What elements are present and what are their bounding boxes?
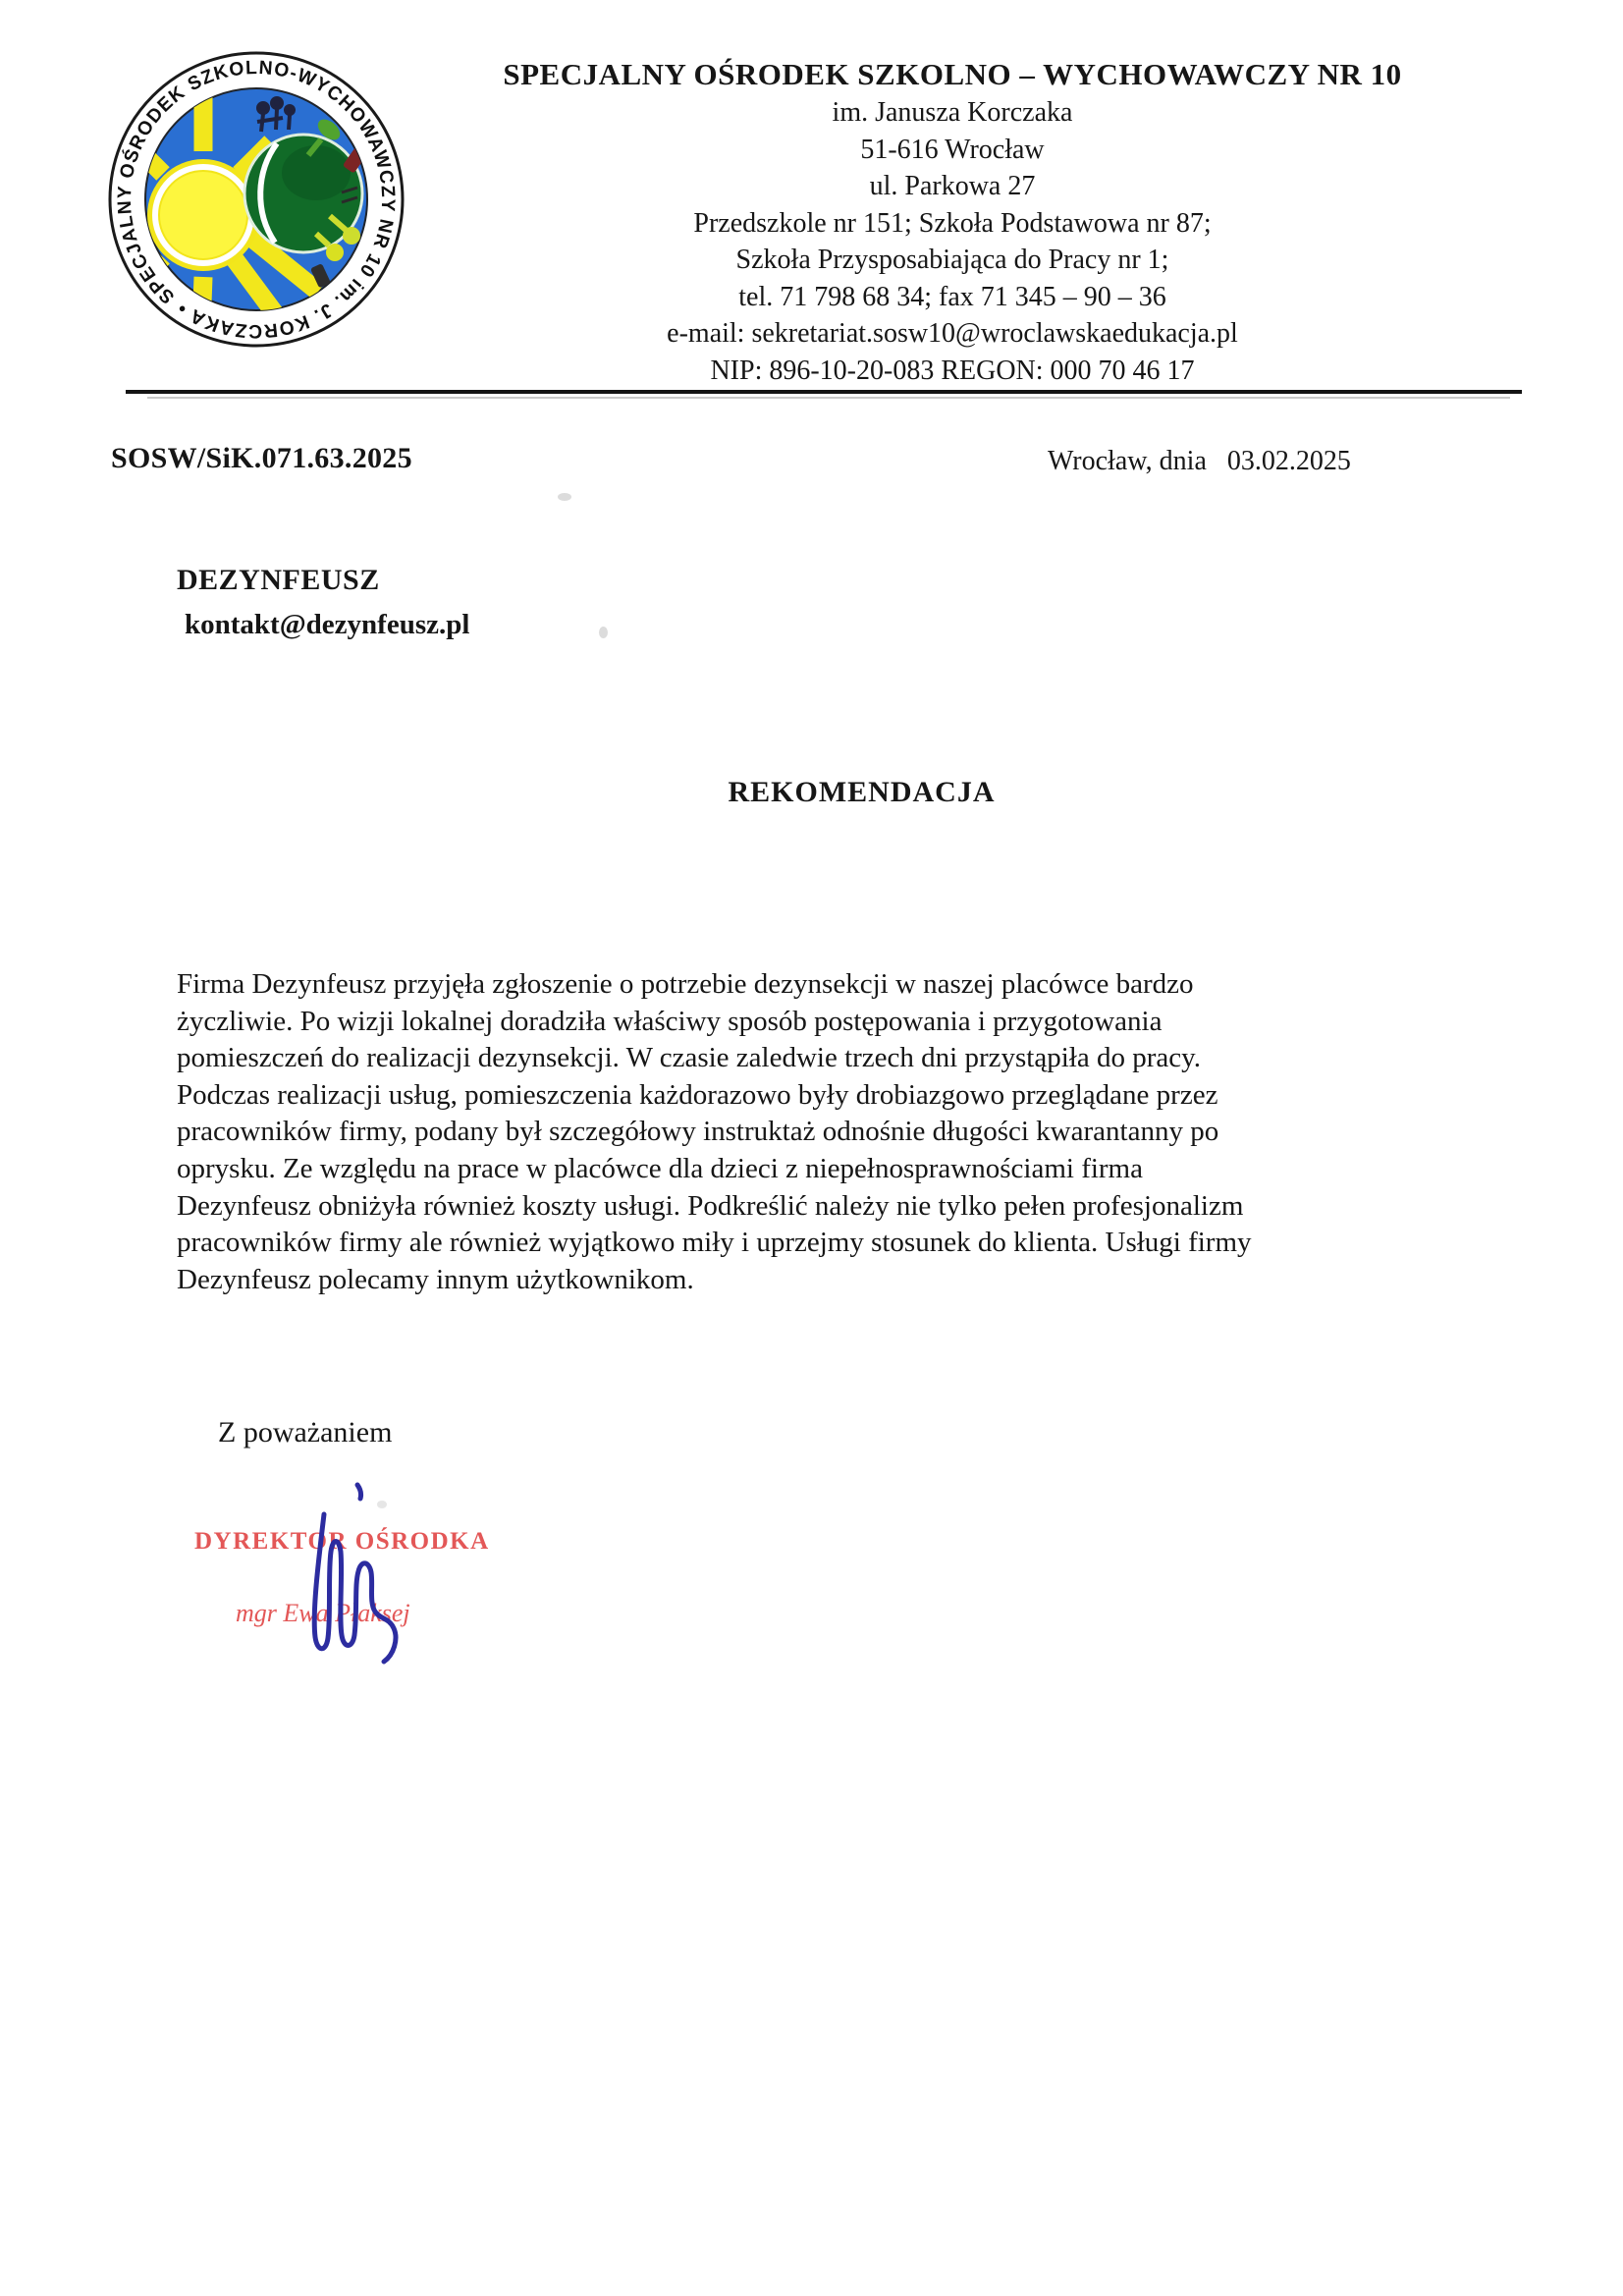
- body-line: życzliwie. Po wizji lokalnej doradziła właściwy sposób postępowania i przygotowania: [177, 1005, 1163, 1037]
- header-divider-shadow: [147, 397, 1510, 399]
- scan-artifact: [558, 493, 571, 501]
- body-line: pomieszczeń do realizacji dezynsekcji. W czasie zaledwie trzech dni przystąpiła do pracy.: [177, 1042, 1201, 1074]
- letterhead-line-email: e-mail: sekretariat.sosw10@wroclawskaedukacja.pl: [667, 318, 1238, 349]
- signature-main-stroke: [314, 1514, 396, 1662]
- school-logo: [106, 49, 406, 350]
- scan-artifact: [377, 1501, 387, 1508]
- body-line: pracowników firmy ale również wyjątkowo miły i uprzejmy stosunek do klienta. Usługi firmy: [177, 1227, 1252, 1259]
- body-line: Podczas realizacji usług, pomieszczenia każdorazowo były drobiazgowo przeglądane przez: [177, 1078, 1218, 1111]
- logo-ring-text: SPECJALNY OŚRODEK SZKOLNO-WYCHOWAWCZY NR 10 im. J. KORCZAKA •: [113, 56, 400, 343]
- letterhead-line: Szkoła Przysposabiająca do Pracy nr 1;: [735, 245, 1169, 275]
- letterhead-line-nip-regon: NIP: 896-10-20-083 REGON: 000 70 46 17: [710, 355, 1195, 386]
- stamp-director-title: DYREKTOR OŚRODKA: [194, 1528, 490, 1555]
- body-line: Firma Dezynfeusz przyjęła zgłoszenie o potrzebie dezynsekcji w naszej placówce bardzo: [177, 968, 1194, 1000]
- body-line: pracowników firmy, podany był szczegółowy instruktaż odnośnie długości kwarantanny po: [177, 1116, 1219, 1148]
- org-name: SPECJALNY OŚRODEK SZKOLNO – WYCHOWAWCZY NR 10: [503, 57, 1402, 91]
- letterhead: [378, 55, 1527, 389]
- letter-body: [177, 966, 1581, 1298]
- letterhead-line: tel. 71 798 68 34; fax 71 345 – 90 – 36: [738, 281, 1166, 312]
- scan-artifact: [599, 627, 608, 638]
- recipient-name: DEZYNFEUSZ: [177, 564, 380, 596]
- document-title: REKOMENDACJA: [728, 776, 996, 808]
- body-line: oprysku. Ze względu na prace w placówce dla dzieci z niepełnosprawnościami firma: [177, 1152, 1143, 1184]
- letterhead-line: im. Janusza Korczaka: [832, 97, 1073, 128]
- recipient-email: kontakt@dezynfeusz.pl: [185, 609, 470, 640]
- stamp-director-name: mgr Ewa Płaksej: [236, 1599, 410, 1627]
- closing-phrase: Z poważaniem: [218, 1416, 393, 1449]
- place-and-date: Wrocław, dnia 03.02.2025: [1048, 446, 1351, 476]
- body-line: Dezynfeusz obniżyła również koszty usługi. Podkreślić należy nie tylko pełen profesjonalizm: [177, 1189, 1244, 1222]
- letterhead-line: 51-616 Wrocław: [860, 134, 1045, 165]
- letterhead-line: ul. Parkowa 27: [869, 171, 1036, 201]
- body-line: Dezynfeusz polecamy innym użytkownikom.: [177, 1263, 694, 1295]
- letterhead-line: Przedszkole nr 151; Szkoła Podstawowa nr 87;: [693, 207, 1212, 239]
- signature-apostrophe-stroke: [357, 1485, 361, 1499]
- handwritten-signature: [295, 1475, 432, 1676]
- header-divider: [126, 390, 1522, 394]
- reference-number: SOSW/SiK.071.63.2025: [111, 442, 412, 474]
